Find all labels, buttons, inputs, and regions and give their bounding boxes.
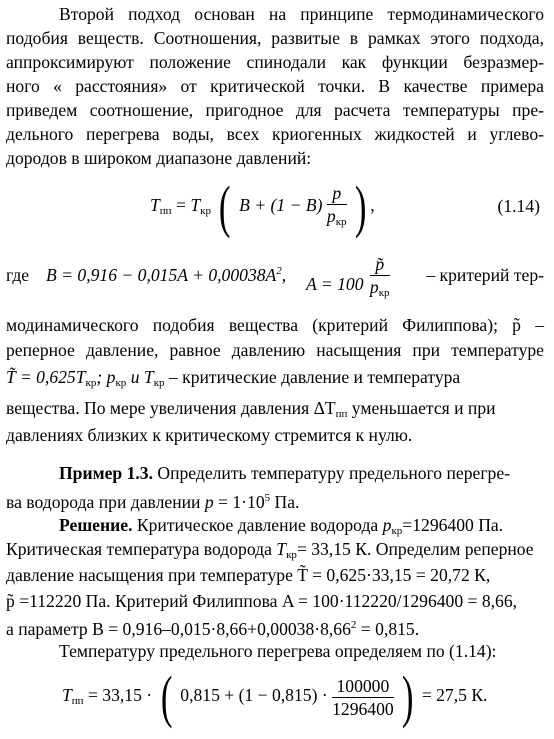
eq1-equals: = bbox=[175, 195, 186, 216]
paragraph-1-line-3: аппроксимируют положение спинодали как функции безразмер- bbox=[6, 52, 544, 72]
paragraph-2-line-5: давлениях близких к критическому стремится к нулю. bbox=[6, 425, 413, 445]
eq1-frac-num: p bbox=[332, 182, 342, 203]
eq1-comma: , bbox=[370, 195, 375, 216]
solution-line-2: Критическая температура водорода $T_{кр}= 33,15$ К. Определим реперное bbox=[6, 539, 534, 561]
paragraph-1-line-2: подобия веществ. Соотношения, развитые в рамках этого подхода, bbox=[6, 28, 544, 48]
solution-line-5: а параметр $B = 0,916-0,015\cdot 8,66+0,00038\cdot 8,66^2 = 0,815$. bbox=[6, 619, 420, 639]
eq1-B: B bbox=[239, 195, 250, 216]
paragraph-1-line-5: приведем соотношение, пригодное для расчета температуры пре- bbox=[6, 100, 544, 120]
eq1-frac-den: p bbox=[326, 205, 336, 226]
solution-label: Решение. bbox=[59, 515, 133, 535]
example-label: Пример 1.3. bbox=[59, 463, 153, 483]
solution-line-4: p̃ =112220 Па. Критерий Филиппова A = 100·112220/1296400 = 8,66, bbox=[6, 591, 518, 611]
eq1-sub-pp: пп bbox=[159, 205, 172, 218]
eq1-fraction bbox=[327, 182, 347, 233]
paragraph-2-line-1: модинамического подобия вещества (критерий Филиппова); p̃ – bbox=[6, 315, 544, 335]
eq1-sub-kr: кр bbox=[200, 205, 211, 218]
solution-line-3: давление насыщения при температуре T̃ = 0,625·33,15 = 20,72 К, bbox=[6, 565, 491, 585]
eq2-right-paren: ) bbox=[401, 664, 414, 729]
eq2-left-paren: ( bbox=[160, 664, 173, 729]
equation-number: (1.14) bbox=[497, 196, 540, 216]
where-tail: – критерий тер- bbox=[426, 265, 544, 285]
paragraph-2-line-4: вещества. По мере увеличения давления $\Delta T_{пп}$ уменьшается и при bbox=[6, 398, 496, 420]
eq1-frac-den-sub: кр bbox=[335, 215, 347, 228]
example-line-2: ва водорода при давлении $p = 1\cdot 10^5$ Па. bbox=[6, 492, 300, 512]
eq1-T: T bbox=[150, 195, 160, 216]
where-a-expression: A = 100 $\frac{p̃}{p_{кр}}$ bbox=[306, 254, 390, 299]
eq1-T2: T bbox=[190, 195, 201, 216]
where-word: где bbox=[6, 265, 30, 285]
equation-result: $T_{пп} = 33,15$ · ( 0,815 + (1 − 0,815) · $\frac{100000}{1296400}$ ) = 27,5 К. bbox=[62, 664, 488, 729]
paragraph-1-line-6: дельного перегрева воды, всех криогенных жидкостей и углево- bbox=[6, 124, 544, 144]
equation-1-14 bbox=[150, 174, 375, 242]
solution-line-6: Температуру предельного перегрева определяем по (1.14): bbox=[59, 641, 497, 661]
eq1-left-paren: ( bbox=[219, 174, 231, 239]
eq1-right-paren: ) bbox=[354, 174, 367, 239]
solution-line-1: Решение. Критическое давление водорода $p_{кр}=1296400$ Па. bbox=[59, 515, 504, 537]
eq2-fraction: $\frac{100000}{1296400}$ bbox=[332, 675, 394, 719]
example-line-1: Пример 1.3. Определить температуру предельного перегре- bbox=[59, 463, 511, 483]
eq1-mid: + (1 − B) bbox=[254, 195, 323, 216]
where-line bbox=[6, 253, 544, 303]
paragraph-1-line-7: дородов в широком диапазоне давлений: bbox=[6, 148, 312, 168]
where-b-expression: $B = 0,916 - 0,015A + 0,00038A^2$, bbox=[46, 265, 287, 285]
paragraph-1-line-1: Второй подход основан на принципе термодинамического bbox=[59, 4, 544, 24]
paragraph-1-line-4: ного « расстояния» от критической точки. В качестве примера bbox=[6, 76, 544, 96]
paragraph-2-line-2: реперное давление, равное давлению насыщения при температуре bbox=[6, 340, 544, 360]
paragraph-2-line-3: T̃ = $0,625T_{кр}$; $p_{кр}$ и $T_{кр}$ – критические давление и температура bbox=[6, 367, 461, 389]
